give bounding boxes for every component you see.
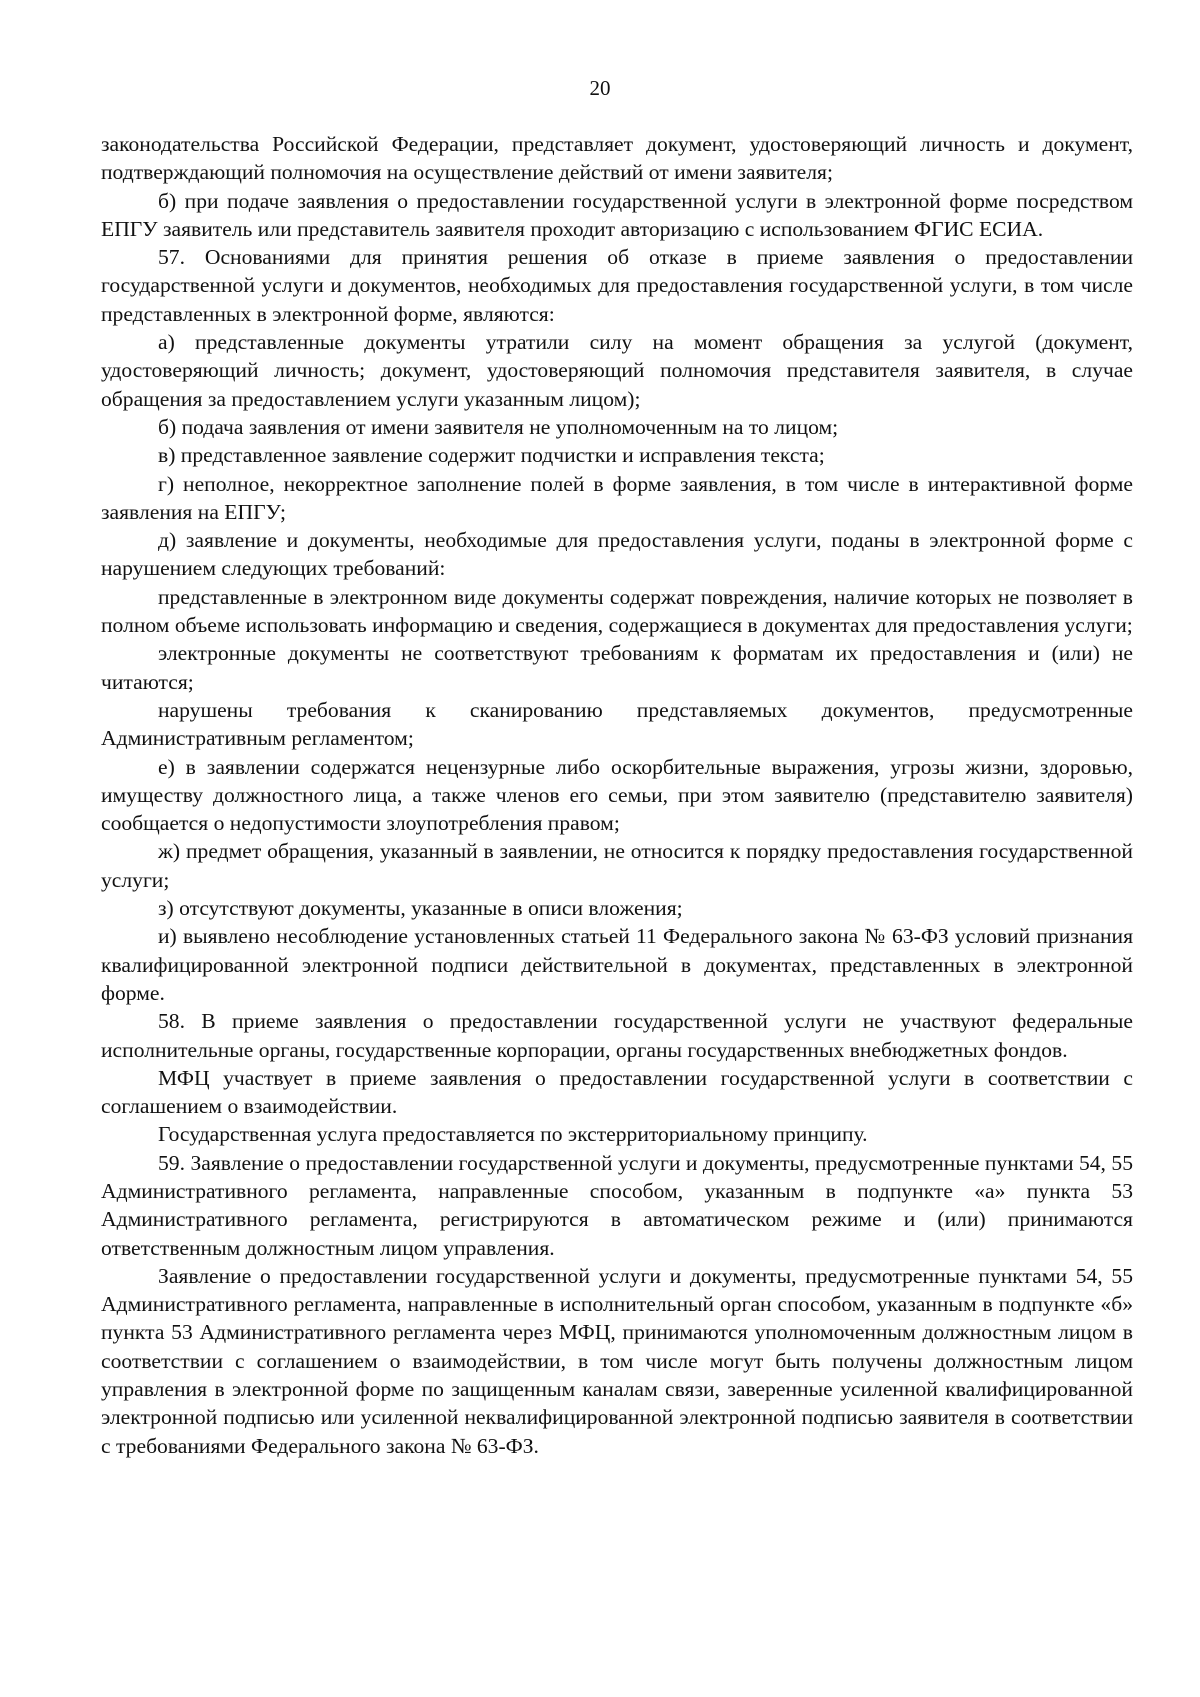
paragraph: МФЦ участвует в приеме заявления о предоставлении государственной услуги в соответствии с соглашением о взаимодействии. [101, 1065, 1133, 1119]
paragraph: з) отсутствуют документы, указанные в описи вложения; [158, 896, 683, 921]
paragraph: законодательства Российской Федерации, представляет документ, удостоверяющий личность и документ, подтверждающий полномочия на осуществление действий от имени заявителя; [101, 132, 1133, 185]
paragraph: б) при подаче заявления о предоставлении государственной услуги в электронной форме посредством ЕПГУ заявитель или представитель заявителя проходит авторизацию с использованием ФГИС ЕСИА. [101, 188, 1133, 241]
paragraph: электронные документы не соответствуют требованиям к форматам их предоставления и (или) не читаются; [101, 641, 1133, 694]
paragraph: и) выявлено несоблюдение установленных статьей 11 Федерального закона № 63-ФЗ условий признания квалифицированной электронной подписи действительной в документах, представленных в электронной форме. [101, 924, 1133, 1005]
paragraph: Государственная услуга предоставляется по экстерриториальному принципу. [158, 1122, 868, 1147]
paragraph: а) представленные документы утратили силу на момент обращения за услугой (документ, удостоверяющий личность; документ, удостоверяющий полномочия представителя заявителя, в случае обращения за предоставлением услуги указанным лицом); [101, 330, 1133, 411]
paragraph: 59. Заявление о предоставлении государственной услуги и документы, предусмотренные пунктами 54, 55 Административного регламента, направленные способом, указанным в подпункте «а» пункта 53 Административного регламента, регистрируются в автоматическом режиме и (или) принимаются ответственным должностным лицом управления. [101, 1150, 1133, 1260]
paragraph: 58. В приеме заявления о предоставлении государственной услуги не участвуют федеральные исполнительные органы, государственные корпорации, органы государственных внебюджетных фондов. [101, 1009, 1133, 1062]
paragraph: нарушены требования к сканированию представляемых документов, предусмотренные Административным регламентом; [101, 697, 1133, 751]
paragraph: г) неполное, некорректное заполнение полей в форме заявления, в том числе в интерактивной форме заявления на ЕПГУ; [101, 471, 1133, 524]
paragraph: в) представленное заявление содержит подчистки и исправления текста; [158, 443, 825, 468]
paragraph: е) в заявлении содержатся нецензурные либо оскорбительные выражения, угрозы жизни, здоровью, имуществу должностного лица, а также членов его семьи, при этом заявителю (представителю заявителя) сообщается о недопустимости злоупотребления правом; [101, 754, 1133, 836]
paragraph: 57. Основаниями для принятия решения об отказе в приеме заявления о предоставлении государственной услуги и документов, необходимых для предоставления государственной услуги, в том числе представленных в электронной форме, являются: [101, 245, 1133, 326]
paragraph: б) подача заявления от имени заявителя не уполномоченным на то лицом; [158, 414, 839, 439]
paragraph: д) заявление и документы, необходимые для предоставления услуги, поданы в электронной форме с нарушением следующих требований: [101, 528, 1133, 581]
paragraph: Заявление о предоставлении государственной услуги и документы, предусмотренные пунктами 54, 55 Административного регламента, направленные в исполнительный орган способом, указанным в подпункте «б» пункта 53 Административного регламента через МФЦ, принимаются уполномоченным должностным лицом в соответствии с соглашением о взаимодействии, в том числе могут быть получены должностным лицом управления в электронной форме по защищенным каналам связи, заверенные усиленной квалифицированной электронной подписью или усиленной неквалифицированной электронной подписью заявителя в соответствии с требованиями Федерального закона № 63-ФЗ. [101, 1263, 1133, 1458]
paragraph: ж) предмет обращения, указанный в заявлении, не относится к порядку предоставления государственной услуги; [101, 839, 1133, 892]
page-number: 20 [589, 76, 611, 100]
paragraph: представленные в электронном виде документы содержат повреждения, наличие которых не позволяет в полном объеме использовать информацию и сведения, содержащиеся в документах для предоставления услуги; [101, 584, 1133, 638]
document-body [101, 130, 1133, 1460]
